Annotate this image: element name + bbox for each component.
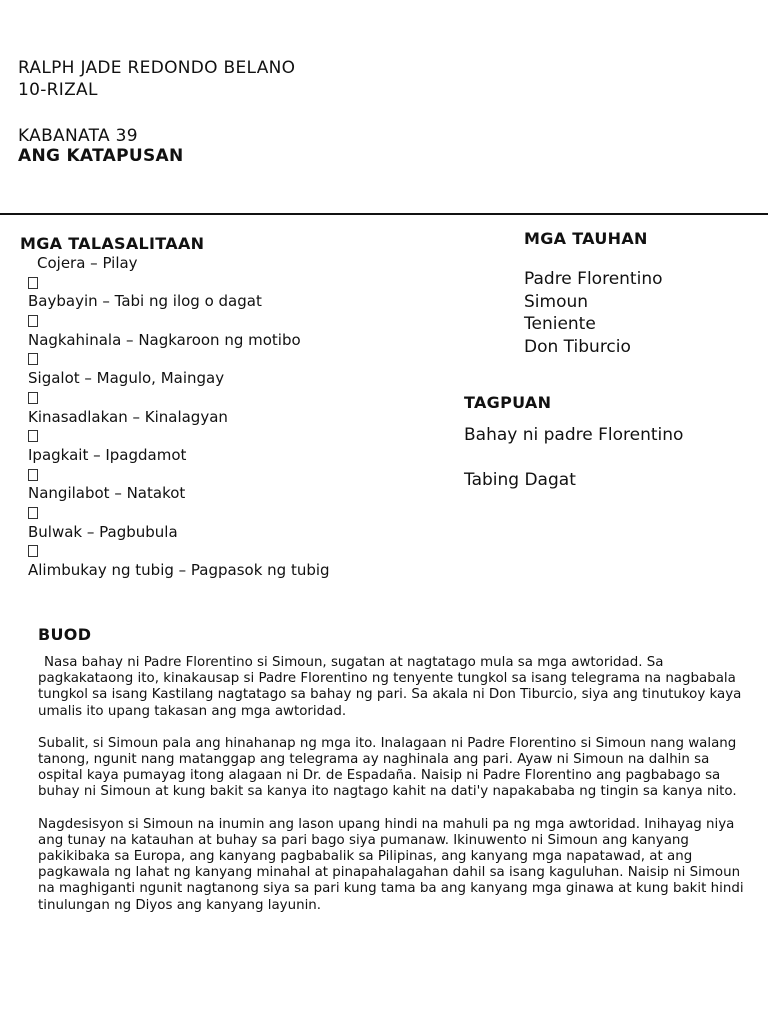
bullet-box-icon [28,350,330,369]
summary-paragraph: Nasa bahay ni Padre Florentino si Simoun, sugatan at nagtatago mula sa mga awtoridad. Sa pagkakataong ito, kinakausap si Padre Florentino ng tenyente tungkol sa isang telegrama na nagbabala tungkol sa isang Kastilang nagtatago sa bahay ng pari. Sa akala ni Don Tiburcio, siya ang tinutukoy kaya umalis ito upang takasan ang mga awtoridad. [38,655,742,719]
setting-item: Bahay ni padre Florentino [464,425,684,445]
vocab-item: Nagkahinala – Nagkaroon ng motibo [28,330,301,349]
chapter-number: KABANATA 39 [18,126,138,146]
bullet-box-icon [28,427,330,446]
bullet-box-icon [28,273,330,292]
summary-paragraph: Subalit, si Simoun pala ang hinahanap ng mga ito. Inalagaan ni Padre Florentino si Simoun nang walang tanong, ngunit nang matanggap ang telegrama ay naghinala ang pari. Ayaw ni Simoun na dalhin sa ospital kaya pumayag itong alagaan ni Dr. de Espadaña. Naisip ni Padre Florentino ang pagbabago sa buhay ni Simoun at kung bakit sa kanya ito nagtago kahit na dati'y napakababa ng tingin sa kanya nito. [38,735,737,800]
vocab-item: Ipagkait – Ipagdamot [28,445,187,464]
character-item: Don Tiburcio [524,336,631,357]
vocab-item: Bulwak – Pagbubula [28,522,178,541]
tauhan-title: MGA TAUHAN [524,229,648,248]
vocab-item: Cojera – Pilay [37,254,138,272]
bullet-box-icon [28,388,330,407]
tagpuan-title: TAGPUAN [464,393,552,412]
character-item: Padre Florentino [524,269,663,289]
bullet-box-icon [28,465,330,484]
divider-line [0,213,768,215]
class-section: 10-RIZAL [18,80,98,100]
vocab-item: Baybayin – Tabi ng ilog o dagat [28,292,262,311]
vocab-item: Alimbukay ng tubig – Pagpasok ng tubig [28,561,330,579]
chapter-title: ANG KATAPUSAN [18,146,184,166]
setting-item: Tabing Dagat [464,470,576,490]
talasalitaan-list [28,254,330,580]
buod-title: BUOD [38,625,92,644]
character-item: Simoun [524,291,589,312]
talasalitaan-title: MGA TALASALITAAN [20,234,205,253]
character-item: Teniente [524,314,596,335]
bullet-box-icon [28,503,330,522]
vocab-item: Nangilabot – Natakot [28,484,186,503]
summary-paragraph: Nagdesisyon si Simoun na inumin ang lason upang hindi na mahuli pa ng mga awtoridad. Inihayag niya ang tunay na katauhan at buhay sa pari bago siya pumanaw. Ikinuwento ni Simoun ang kanyang pakikibaka sa Europa, ang kanyang pagbabalik sa Pilipinas, ang kanyang mga napatawad, at ang pagkawala ng lahat ng kanyang minahal at pinapahalagahan dahil sa isang kaguluhan. Naisip ni Simoun na maghiganti ngunit nagtanong siya sa pari kung tama ba ang kanyang mga ginawa at kung bakit hindi tinulungan ng Diyos ang kanyang layunin. [38,816,744,913]
tauhan-list [524,268,663,358]
buod-body [38,655,750,930]
vocab-item: Kinasadlakan – Kinalagyan [28,407,228,426]
bullet-box-icon [28,542,330,561]
vocab-item: Sigalot – Magulo, Maingay [28,369,225,388]
bullet-box-icon [28,312,330,331]
author-name: RALPH JADE REDONDO BELANO [18,58,296,78]
